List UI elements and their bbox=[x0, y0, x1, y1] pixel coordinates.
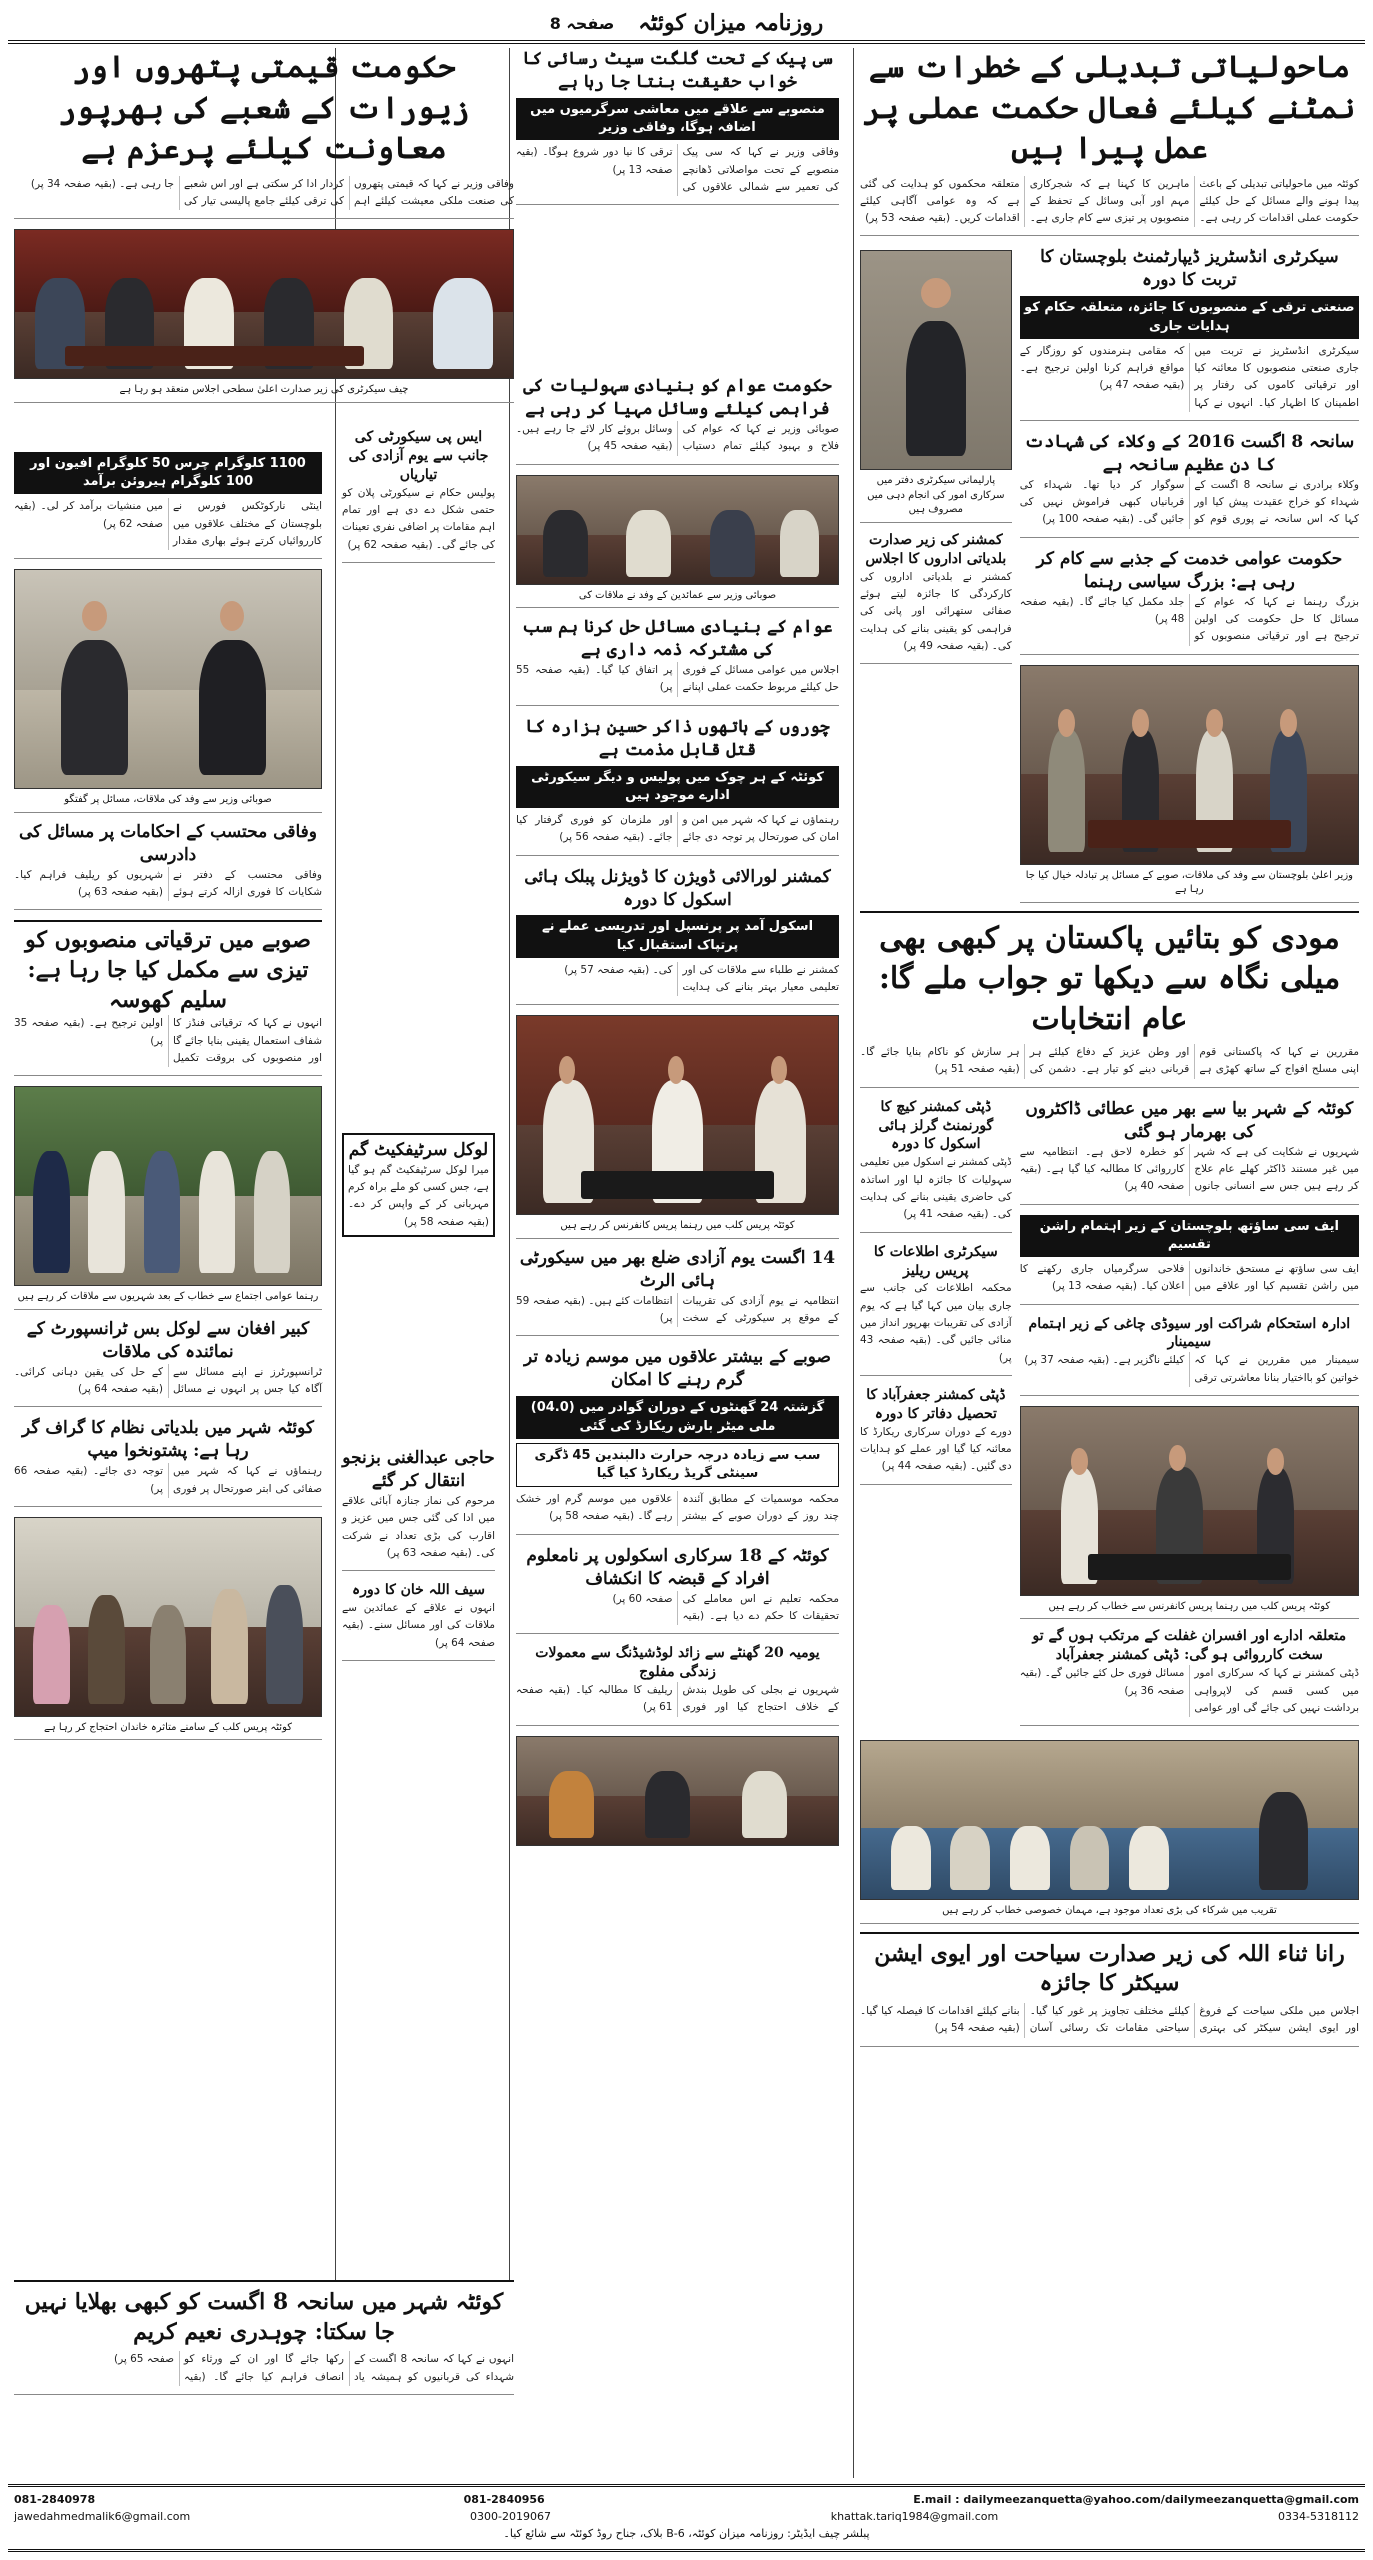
story-security-alert bbox=[516, 1247, 839, 1337]
subheadline: صنعتی ترقی کے منصوبوں کا جائزہ، متعلقہ حکام کو ہدایات جاری bbox=[1020, 296, 1359, 338]
page-number: صفحہ 8 bbox=[549, 13, 615, 33]
story-transport bbox=[14, 1318, 322, 1408]
story-municipal bbox=[14, 1417, 322, 1507]
story-body: وفاقی وزیر نے کہا کہ قیمتی پتھروں کی صنعت ملکی معیشت کیلئے اہم کردار ادا کر سکتی ہے اور اس شعبے کی ترقی کیلئے جامع پالیسی تیار کی جا رہی ہے۔ (بقیہ صفحہ 34 پر) bbox=[30, 177, 514, 207]
story-body: سیمینار میں مقررین نے کہا کہ خواتین کو بااختیار بنانا معاشرتی ترقی کیلئے ناگزیر ہے۔ (بقیہ صفحہ 37 پر) bbox=[1024, 1354, 1359, 1384]
story-body: انتظامیہ نے یوم آزادی کی تقریبات کے موقع پر سیکورٹی کے سخت انتظامات کئے ہیں۔ (بقیہ صفحہ 59 پر) bbox=[516, 1294, 839, 1325]
story-body: محکمہ تعلیم نے اس معاملے کی تحقیقات کا حکم دے دیا ہے۔ (بقیہ صفحہ 60 پر) bbox=[612, 1592, 839, 1622]
email-address-reporter: khattak.tariq1984@gmail.com bbox=[830, 2510, 999, 2524]
headline: کوئٹہ شہر میں سانحہ 8 اگست کو کبھی بھلایا نہیں جا سکتا: چوہدری نعیم کریم bbox=[24, 2289, 504, 2345]
story-body: مقررین نے کہا کہ پاکستانی قوم اپنی مسلح افواج کے ساتھ کھڑی ہے اور وطن عزیز کے دفاع کیلئے ہر قربانی دینے کو تیار ہے۔ دشمن کی ہر سازش کو ناکام بنایا جائے گا۔ (بقیہ صفحہ 51 پر) bbox=[860, 1046, 1359, 1076]
headline: سیکرٹری اطلاعات کا پریس ریلیز bbox=[873, 1243, 998, 1279]
story-murder bbox=[516, 716, 839, 856]
photo-press-conference bbox=[516, 1015, 839, 1215]
photo-gathering bbox=[14, 1086, 322, 1286]
story-body: پولیس حکام نے سیکورٹی پلان کو حتمی شکل دے دی ہے اور تمام اہم مقامات پر اضافی نفری تعینات کی جائے گی۔ (بقیہ صفحہ 62 پر) bbox=[342, 486, 495, 551]
photo-caption: صوبائی وزیر سے عمائدین کے وفد نے ملاقات کی bbox=[516, 587, 839, 609]
headline: سانحہ 8 اگست 2016 کے وکلاء کی شہادت کا دن عظیم سانحہ ہے bbox=[1024, 431, 1355, 475]
story-body: ڈپٹی کمشنر نے کہا کہ سرکاری امور میں کسی قسم کی لاپرواہی برداشت نہیں کی جائے گی اور عوامی مسائل فوری حل کئے جائیں گے۔ (بقیہ صفحہ 36 پر) bbox=[1019, 1667, 1359, 1714]
photo-meeting bbox=[1020, 665, 1359, 865]
photo-caption: صوبائی وزیر سے وفد کی ملاقات، مسائل پر گفتگو bbox=[14, 791, 322, 813]
photo-caption: کوئٹہ پریس کلب میں رہنما پریس کانفرنس سے خطاب کر رہے ہیں bbox=[1020, 1598, 1359, 1620]
story-body: شہریوں نے شکایت کی ہے کہ شہر میں غیر مستند ڈاکٹر کھلے عام علاج کر رہے ہیں جس سے انسانی جانوں کو خطرہ لاحق ہے۔ انتظامیہ سے کارروائی کا مطالبہ کیا گیا ہے۔ (بقیہ صفحہ 40 پر) bbox=[1019, 1145, 1359, 1193]
headline: چوروں کے ہاتھوں ذاکر حسین ہزارہ کا قتل قابل مذمت ہے bbox=[525, 716, 830, 760]
story-body: میرا لوکل سرٹیفکیٹ گم ہو گیا ہے، جس کسی کو ملے براہ کرم مہربانی کر کے واپس کر دے۔ (بقیہ صفحہ 58 پر) bbox=[348, 1163, 489, 1228]
story-body: وفاقی محتسب کے دفتر نے شکایات کا فوری ازالہ کرتے ہوئے شہریوں کو ریلیف فراہم کیا۔ (بقیہ صفحہ 63 پر) bbox=[14, 868, 322, 898]
photo-caption: کوئٹہ پریس کلب کے سامنے متاثرہ خاندان احتجاج کر رہا ہے bbox=[14, 1719, 322, 1741]
story-body: رہنماؤں نے کہا کہ شہر میں امن و امان کی صورتحال پر توجہ دی جائے اور ملزمان کو فوری گرفتار کیا جائے۔ (بقیہ صفحہ 56 پر) bbox=[516, 813, 839, 844]
story-body: انہوں نے کہا کہ ترقیاتی فنڈز کا شفاف استعمال یقینی بنایا جائے گا اور منصوبوں کی بروقت تکمیل اولین ترجیح ہے۔ (بقیہ صفحہ 35 پر) bbox=[14, 1017, 322, 1064]
story-public-service bbox=[1020, 548, 1359, 655]
headline: حکومت عوامی خدمت کے جذبے سے کام کر رہی ہے: بزرگ سیاسی رہنما bbox=[1036, 548, 1343, 592]
headline: کوئٹہ شہر میں بلدیاتی نظام کا گراف گر رہا ہے: پشتونخوا میپ bbox=[22, 1418, 314, 1462]
headline: 14 اگست یوم آزادی ضلع بھر میں سیکورٹی ہائی الرٹ bbox=[519, 1247, 836, 1291]
story-seminar bbox=[1020, 1315, 1359, 1396]
story-development bbox=[14, 920, 322, 1076]
story-body: اجلاس میں عوامی مسائل کے فوری حل کیلئے مربوط حکمت عملی اپنانے پر اتفاق کیا گیا۔ (بقیہ صفحہ 55 پر) bbox=[516, 664, 839, 694]
subheadline: گزشتہ 24 گھنٹوں کے دوران گوادر میں (04.0) ملی میٹر بارش ریکارڈ کی گئی bbox=[516, 1396, 839, 1438]
headline: مودی کو بتائیں پاکستان پر کبھی بھی میلی نگاہ سے دیکھا تو جواب ملے گا: عام انتخابات bbox=[878, 920, 1341, 1037]
story-cpec bbox=[516, 48, 839, 205]
photo-caption: چیف سیکرٹری کی زیر صدارت اعلیٰ سطحی اجلاس منعقد ہو رہا ہے bbox=[14, 381, 514, 403]
photo-caption: وزیر اعلیٰ بلوچستان سے وفد کی ملاقات، صوبے کے مسائل پر تبادلہ خیال کیا جا رہا ہے bbox=[1020, 867, 1359, 903]
headline: سیکرٹری انڈسٹریز ڈیپارٹمنٹ بلوچستان کا تربت کا دورہ bbox=[1040, 247, 1339, 291]
story-body: اجلاس میں ملکی سیاحت کے فروغ اور ایوی ایشن سیکٹر کی بہتری کیلئے مختلف تجاویز پر غور کیا گیا۔ سیاحتی مقامات تک رسائی آسان بنانے کیلئے اقدامات کا فیصلہ کیا گیا۔ (بقیہ صفحہ 54 پر) bbox=[860, 2005, 1359, 2035]
subheadline: کوئٹہ کے ہر چوک میں پولیس و دیگر سیکورٹی ادارے موجود ہیں bbox=[516, 766, 839, 808]
left-bottom-block bbox=[8, 2280, 520, 2480]
photo-caption: پارلیمانی سیکرٹری دفتر میں سرکاری امور کی انجام دہی میں مصروف ہیں bbox=[860, 472, 1012, 523]
footer-imprint bbox=[8, 2484, 1365, 2552]
photo-protest bbox=[14, 1517, 322, 1717]
story-ombudsman bbox=[14, 821, 322, 911]
story-body: وکلاء برادری نے سانحہ 8 اگست کے شہداء کو خراج عقیدت پیش کیا اور کہا کہ اس سانحہ نے پوری قوم کو سوگوار کر دیا تھا۔ شہداء کی قربانیاں کبھی فراموش نہیں کی جائیں گی۔ (بقیہ صفحہ 100 پر) bbox=[1019, 478, 1359, 526]
publisher-imprint: پبلشر چیف ایڈیٹر: روزنامہ میزان کوئٹہ، B-6 بلاک، جناح روڈ کوئٹہ سے شائع کیا۔ bbox=[503, 2527, 870, 2541]
story-loralai bbox=[516, 866, 839, 1006]
headline: کمشنر لورالائی ڈویژن کا ڈویژنل پبلک ہائی اسکول کا دورہ bbox=[524, 866, 831, 910]
bottom-story-right bbox=[860, 1932, 1359, 2047]
subheadline: اسکول آمد پر پرنسپل اور تدریسی عملے نے پرتپاک استقبال کیا bbox=[516, 915, 839, 957]
headline: رانا ثناء اللہ کی زیر صدارت سیاحت اور ایوی ایشن سیکٹر کا جائزہ bbox=[874, 1940, 1345, 1997]
headline: ڈپٹی کمشنر کیچ کا گورنمنٹ گرلز ہائی اسکول کا دورہ bbox=[878, 1098, 994, 1153]
headline: کوئٹہ کے 18 سرکاری اسکولوں پر نامعلوم افراد کے قبضہ کا انکشاف bbox=[526, 1545, 829, 1589]
mobile-number: 0300-2019067 bbox=[470, 2510, 551, 2524]
story-tehsil bbox=[860, 1386, 1012, 1485]
photo-ceremony bbox=[860, 1740, 1359, 1900]
headline: حکومت عوام کو بنیادی سہولیات کی فراہمی کیلئے وسائل مہیا کر رہی ہے bbox=[523, 376, 832, 420]
story-public-issues bbox=[516, 616, 839, 706]
story-jafarabad bbox=[1020, 1627, 1359, 1726]
story-industries bbox=[1020, 246, 1359, 421]
left-lead-block bbox=[8, 48, 520, 448]
headline: صوبے میں ترقیاتی منصوبوں کو تیزی سے مکمل کیا جا رہا ہے: سلیم کھوسہ bbox=[25, 927, 311, 1013]
headline: کبیر افغان سے لوکل بس ٹرانسپورٹ کے نمائندہ کی ملاقات bbox=[26, 1318, 310, 1362]
story-school-visit bbox=[860, 1098, 1012, 1233]
headline: سیف اللہ خان کا دورہ bbox=[351, 1582, 486, 1599]
fax-number: 081-2840956 bbox=[463, 2493, 545, 2506]
masthead bbox=[8, 6, 1365, 44]
headline: حاجی عبدالغنی بزنجو انتقال کر گئے bbox=[342, 1448, 495, 1492]
photo-chief-secretary bbox=[14, 229, 514, 379]
story-body: ایف سی ساؤتھ نے مستحق خاندانوں میں راشن تقسیم کیا اور علاقے میں فلاحی سرگرمیاں جاری رکھنے کا اعلان کیا۔ (بقیہ صفحہ 13 پر) bbox=[1019, 1262, 1359, 1293]
left-column-stories bbox=[8, 448, 328, 2478]
story-body: بزرگ رہنما نے کہا کہ عوام کے مسائل کا حل حکومت کی اولین ترجیح ہے اور ترقیاتی منصوبوں کو جلد مکمل کیا جائے گا۔ (بقیہ صفحہ 48 پر) bbox=[1019, 595, 1359, 643]
headline: ڈپٹی کمشنر جعفرآباد کا تحصیل دفاتر کا دورہ bbox=[866, 1386, 1006, 1422]
phone-number: 081-2840978 bbox=[14, 2493, 96, 2506]
story-schools bbox=[516, 1545, 839, 1635]
story-quacks bbox=[1020, 1098, 1359, 1205]
story-body: دورے کے دوران سرکاری ریکارڈ کا معائنہ کیا گیا اور عملے کو ہدایات دی گئیں۔ (بقیہ صفحہ 44 پر) bbox=[860, 1425, 1012, 1473]
headline: ایف سی ساؤتھ بلوچستان کے زیر اہتمام راشن تقسیم bbox=[1020, 1215, 1359, 1257]
story-body: شہریوں نے بجلی کی طویل بندش کے خلاف احتجاج کیا اور فوری ریلیف کا مطالبہ کیا۔ (بقیہ صفحہ 61 پر) bbox=[516, 1683, 839, 1714]
photo-official bbox=[860, 250, 1012, 470]
footer-contact-line bbox=[14, 2491, 1359, 2508]
story-body: کمشنر نے بلدیاتی اداروں کی کارکردگی کا جائزہ لیتے ہوئے صفائی ستھرائی اور پانی کی فراہمی کو یقینی بنانے کی ہدایت کی۔ (بقیہ صفحہ 49 پر) bbox=[860, 570, 1012, 652]
story-body: انہوں نے علاقے کے عمائدین سے ملاقات کی اور مسائل سنے۔ (بقیہ صفحہ 64 پر) bbox=[342, 1602, 495, 1649]
story-body: کوئٹہ میں ماحولیاتی تبدیلی کے باعث پیدا ہونے والے مسائل کے حل کیلئے حکومت عملی اقدامات کر رہی ہے۔ ماہرین کا کہنا ہے کہ شجرکاری مہم اور آبی وسائل کے تحفظ کے منصوبوں پر تیزی سے کام جاری ہے۔ متعلقہ محکموں کو ہدایت کی گئی ہے کہ وہ عوامی آگاہی کیلئے اقدامات کریں۔ (بقیہ صفحہ 53 پر) bbox=[860, 177, 1359, 225]
photo-caption: تقریب میں شرکاء کی بڑی تعداد موجود ہے، مہمان خصوصی خطاب کر رہے ہیں bbox=[860, 1902, 1359, 1924]
story-body: محکمہ موسمیات کے مطابق آئندہ چند روز کے دوران صوبے کے بیشتر علاقوں میں موسم گرم اور خشک رہے گا۔ (بقیہ صفحہ 58 پر) bbox=[516, 1493, 839, 1523]
column-center bbox=[509, 48, 845, 2478]
subheadline: منصوبے سے علاقے میں معاشی سرگرمیوں میں اضافہ ہوگا، وفاقی وزیر bbox=[516, 98, 839, 140]
headline: ایس پی سیکورٹی کی جانب سے یوم آزادی کی تیاریاں bbox=[348, 429, 489, 483]
story-body: سیکرٹری انڈسٹریز نے تربت میں جاری صنعتی منصوبوں کا معائنہ کیا اور ترقیاتی کاموں کی رفتار پر اطمینان کا اظہار کیا۔ انہوں نے کہا کہ مقامی ہنرمندوں کو روزگار کے مواقع فراہم کرنا اولین ترجیح ہے۔ (بقیہ صفحہ 47 پر) bbox=[1019, 344, 1359, 409]
story-lawyers bbox=[1020, 431, 1359, 538]
headline: ماحولیاتی تبدیلی کے خطرات سے نمٹنے کیلئے فعال حکمت عملی پر عمل پیرا ہیں bbox=[863, 50, 1356, 166]
story-body: وفاقی وزیر نے کہا کہ سی پیک منصوبے کے تحت مواصلاتی ڈھانچے کی تعمیر سے شمالی علاقوں کی ترقی کا نیا دور شروع ہوگا۔ (بقیہ صفحہ 13 پر) bbox=[516, 146, 839, 193]
column-right bbox=[853, 48, 1365, 2478]
story-press-release bbox=[860, 1243, 1012, 1376]
story-sp-security bbox=[342, 428, 495, 563]
story-body: رہنماؤں نے کہا کہ شہر میں صفائی کی ابتر صورتحال پر فوری توجہ دی جائے۔ (بقیہ صفحہ 66 پر) bbox=[14, 1465, 322, 1495]
feature-story bbox=[860, 911, 1359, 1088]
story-saifullah bbox=[342, 1581, 495, 1661]
story-body: مرحوم کی نماز جنازہ آبائی علاقے میں ادا کی گئی جس میں عزیز و اقارب کی بڑی تعداد نے شرکت کی۔ (بقیہ صفحہ 63 پر) bbox=[342, 1494, 495, 1559]
headline: ادارہ استحکام شراکت اور سیوڈی چاغی کے زیر اہتمام سیمینار bbox=[1028, 1315, 1351, 1351]
email-address-editor: jawedahmedmalik6@gmail.com bbox=[14, 2510, 191, 2524]
story-body: ڈپٹی کمشنر نے اسکول میں تعلیمی سہولیات کا جائزہ لیا اور اساتذہ کی حاضری یقینی بنانے کی ہدایت کی۔ (بقیہ صفحہ 41 پر) bbox=[860, 1156, 1012, 1221]
headline: سی پیک کے تحت گلگت سیٹ رسائی کا خواب حقیقت بنتا جا رہا ہے bbox=[522, 49, 833, 92]
email-address: E.mail : dailymeezanquetta@yahoo.com/dailymeezanquetta@gmail.com bbox=[913, 2493, 1359, 2506]
headline: عوام کے بنیادی مسائل حل کرنا ہم سب کی مشترکہ ذمہ داری ہے bbox=[522, 617, 833, 661]
headline: متعلقہ ادارے اور افسران غفلت کے مرتکب ہوں گے تو سخت کارروائی ہو گی: ڈپٹی کمشنر جعفرآباد bbox=[1032, 1628, 1347, 1664]
story-weather bbox=[516, 1346, 839, 1534]
story-body: صوبائی وزیر نے کہا کہ عوام کی فلاح و بہبود کیلئے تمام دستیاب وسائل بروئے کار لائے جا رہے ہیں۔ (بقیہ صفحہ 45 پر) bbox=[516, 423, 839, 453]
headline: صوبے کے بیشتر علاقوں میں موسم زیادہ تر گرم رہنے کا امکان bbox=[524, 1347, 831, 1391]
headline: لوکل سرٹیفکیٹ گم bbox=[348, 1139, 489, 1160]
photo-delegation bbox=[516, 475, 839, 585]
story-body: ٹرانسپورٹرز نے اپنے مسائل سے آگاہ کیا جس پر انہوں نے مسائل کے حل کی یقین دہانی کرائی۔ (بقیہ صفحہ 64 پر) bbox=[14, 1365, 322, 1395]
photo-minister-meeting bbox=[14, 569, 322, 789]
story-body: اینٹی نارکوٹکس فورس نے بلوچستان کے مختلف علاقوں میں کارروائیاں کرتے ہوئے بھاری مقدار میں منشیات برآمد کر لی۔ (بقیہ صفحہ 62 پر) bbox=[14, 500, 322, 547]
headline: کمشنر کی زیر صدارت بلدیاتی اداروں کا اجلاس bbox=[865, 531, 1007, 567]
story-facilities bbox=[516, 375, 839, 465]
story-body: کمشنر نے طلباء سے ملاقات کی اور تعلیمی معیار بہتر بنانے کی ہدایت کی۔ (بقیہ صفحہ 57 پر) bbox=[564, 963, 839, 994]
story-commissioner bbox=[860, 531, 1012, 664]
photo-press-club bbox=[1020, 1406, 1359, 1596]
bottom-story-left bbox=[14, 2280, 514, 2395]
headline: حکومت قیمتی پتھروں اور زیورات کے شعبے کی بھرپور معاونت کیلئے پرعزم ہے bbox=[58, 50, 470, 166]
headline: یومیہ 20 گھنٹے سے زائد لوڈشیڈنگ سے معمولات زندگی مفلوج bbox=[535, 1645, 820, 1681]
photo-caption: کوئٹہ پریس کلب میں رہنما پریس کانفرنس کر رہے ہیں bbox=[516, 1217, 839, 1239]
story-body: محکمہ اطلاعات کی جانب سے جاری بیان میں کہا گیا ہے کہ یوم آزادی کی تقریبات بھرپور انداز میں منائی جائیں گی۔ (بقیہ صفحہ 43 پر) bbox=[860, 1282, 1012, 1364]
story-body: انہوں نے کہا کہ سانحہ 8 اگست کے شہداء کی قربانیوں کو ہمیشہ یاد رکھا جائے گا اور ان کے ورثاء کو انصاف فراہم کیا جائے گا۔ (بقیہ صفحہ 65 پر) bbox=[113, 2353, 514, 2383]
story-fc-ration bbox=[1020, 1215, 1359, 1305]
mobile-number-2: 0334-5318112 bbox=[1278, 2510, 1359, 2524]
footer-contact-line-2 bbox=[14, 2508, 1359, 2525]
subheadline-2: سب سے زیادہ درجہ حرارت دالبندین 45 ڈگری سینٹی گریڈ ریکارڈ کیا گیا bbox=[516, 1443, 839, 1487]
obituary bbox=[342, 1447, 495, 1571]
photo-caption: رہنما عوامی اجتماع سے خطاب کے بعد شہریوں سے ملاقات کر رہے ہیں bbox=[14, 1288, 322, 1310]
headline: کوئٹہ کے شہر بیا سے بھر میں عطائی ڈاکٹروں کی بھرمار ہو گئی bbox=[1025, 1098, 1354, 1142]
lead-story-left bbox=[14, 48, 514, 219]
headline: وفاقی محتسب کے احکامات پر مسائل کی دادرسی bbox=[19, 821, 317, 865]
lead-story-right bbox=[860, 48, 1359, 236]
notice-lost-certificate bbox=[342, 1133, 495, 1237]
story-narcotics bbox=[14, 452, 322, 559]
photo-visit bbox=[516, 1736, 839, 1846]
headline: 1100 کلوگرام چرس 50 کلوگرام افیون اور 100 کلوگرام ہیروئن برآمد bbox=[14, 452, 322, 494]
masthead-title: روزنامہ میزان کوئٹہ bbox=[638, 10, 824, 36]
story-loadshedding bbox=[516, 1644, 839, 1725]
